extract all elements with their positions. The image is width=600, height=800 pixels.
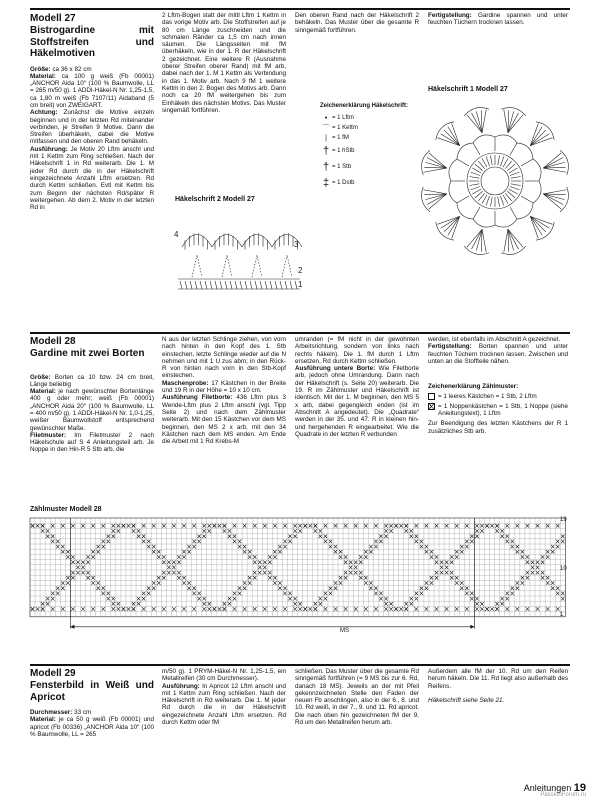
- hs1-stitch: [490, 155, 492, 165]
- hs1-stitch: [503, 195, 508, 204]
- m28-column-1: [30, 336, 154, 454]
- m29-4-para-1: Häkelschrift siehe Seite 21.: [428, 696, 505, 704]
- hs2-chain: [222, 255, 232, 277]
- hs2-stitch: [180, 281, 182, 289]
- m27-1-para-1: Material: ca 100 g weiß (Fb 00001) „ANCHOR Aida 10“ (100 % Baumwolle, LL = 265 m/50 g). 1 ADDI-Häkel-N Nr. 1,25-1,5, ca 1,80 m weiß (Fb 7107/11) Aidaband (5 cm breit) von ZWEIGART.: [30, 72, 154, 109]
- m29-1-para-1-lead: Material:: [30, 716, 56, 724]
- m28-1-para-2: Filetmuster: Im Filetmuster 2 nach Häkelschule auf S 4 Anleitungsteil arb. Je Noppe in den Hin-R 5 Stb arb, die: [30, 431, 154, 454]
- zm-grid: [30, 516, 570, 638]
- zm-axis-10: 10: [560, 566, 567, 572]
- hs1-stitch: [521, 159, 533, 166]
- stitch-symbol-icon: †: [322, 160, 330, 173]
- zm-axis-1: 1: [560, 612, 564, 618]
- hs2-stitch: [200, 281, 202, 289]
- m27-legend-title: Zeichenerklärung Häkelschrift:: [320, 103, 409, 109]
- m28-1-para-1: Material: je nach gewünschter Bortenlänge 400 g oder mehr; weiß (Fb 00001) „ANCHOR Aida 20“ (100 % Baumwolle, LL = 400 m/50 g). 1 ADDI-Häkel-N Nr. 1,0-1,25, weißer Baumwollstoff entsprechend gewünschter Maße.: [30, 388, 154, 432]
- m27-1-para-2: Achtung: Zunächst die Motive einzeln beginnen und in der letzten Rd miteinander verbinden, je Streifen 9 Motive. Dann die Streifen überhäkeln, dabei die Motive mitfassen und den oberen Rand behäkeln.: [30, 109, 154, 146]
- hs1-stitch: [500, 157, 503, 166]
- hs1-petal: [543, 190, 566, 194]
- hs1-stitch: [510, 207, 517, 219]
- m27-legend: [320, 103, 410, 191]
- m29-1-para-1: Material: je ca 50 g weiß (Fb 00001) und apricot (Fb 00336) „ANCHOR Aida 10“ (100 % Baumwolle, LL = 265: [30, 716, 154, 738]
- hs2-stitch: [215, 281, 217, 289]
- hs2-stitch: [250, 281, 252, 289]
- hs1-petal: [530, 130, 546, 146]
- hs2-stitch: [195, 281, 197, 289]
- hs1-stitch: [471, 172, 480, 175]
- m28-title: Gardine mit zwei Borten: [30, 348, 145, 359]
- m27-text-1: [30, 66, 154, 212]
- hs1-petal: [472, 113, 483, 133]
- m27-1-para-0: Größe: ca 36 x 82 cm: [30, 65, 92, 73]
- m29-column-3: [295, 668, 419, 726]
- m27-column-2: [162, 12, 286, 114]
- zl-item-noppe: = 1 Noppenkästchen = 1 Stb, 1 Noppe (siehe Anleitungstext), 1 Lftm: [428, 403, 568, 418]
- m27-1-para-0-lead: Größe:: [30, 65, 51, 73]
- m29-title: Fensterbild in Weiß und Apricot: [30, 680, 154, 703]
- hs1-petal: [482, 110, 486, 133]
- legend-item-3: † = 1 hStb: [320, 143, 410, 159]
- m28-text-4: [428, 336, 568, 365]
- hs1-stitch: [490, 197, 492, 207]
- m29-column-4: [428, 668, 568, 704]
- hs1-stitch: [509, 189, 518, 194]
- hs1-arc: [495, 219, 517, 227]
- legend-item-4: † = 1 Stb: [320, 159, 410, 175]
- m29-text-1: [30, 709, 154, 738]
- m28-text-2: [162, 336, 286, 445]
- hs2-stitch: [230, 281, 232, 289]
- m28-text-3: [295, 336, 419, 438]
- hs2-stitch: [205, 281, 207, 289]
- m27-1-para-3: Ausführung: Je Motiv 20 Lftm anschl und mit 1 Kettm zum Ring schließen. Nach der Häkelschrift 1 in Rd weiterarb. Die 1. M jeder Rd durch die in der Häkelschrift eingezeichnete Anzahl Lftm ersetzen. Rd durch Kettm schließen. Evtl mit Kettm bis zum Beginn der nächsten Rd/später R weitergehen. Ab dem 2. Motiv in der letzten Rd in: [30, 145, 154, 212]
- hs1-arc: [449, 159, 457, 181]
- hs2-stitch: [190, 281, 192, 289]
- hs1-stitch: [457, 159, 469, 166]
- hs2-stitch: [295, 281, 297, 289]
- hs1-stitch: [498, 197, 500, 207]
- m28-column-2: [162, 336, 286, 445]
- m28-2-para-2: Ausführung Filetborte: 436 Lftm plus 3 Wende-Lftm plus 2 Lftm anschl (vgl. Tipp Seite 2) und nach dem Zählmuster weiterarb. Mit den 15 Kästchen vor dem MS beginnen, den MS 2 x arb, mit den 34 Kästchen nach dem MS enden. Am Ende die Arbeit mit 1 Rd Krebs-M: [162, 394, 286, 446]
- hs1-petal: [444, 130, 460, 146]
- stitch-symbol-icon: •: [324, 114, 328, 122]
- hs2-stitch: [270, 281, 272, 289]
- page-number: 19: [573, 781, 586, 794]
- hs1-petal: [543, 194, 563, 205]
- m27-text-2: 2 Lftm-Bogen statt der mittl Lftm 1 Kettm in das vorige Motiv arb. Die Stoffstreifen auf je 80 cm Länge zuschneiden und die schmalen Ränder ca 1,5 cm nach innen säumen. Die Längsseiten mit fM überhäkeln, wie in der 1. R der Häkelschrift 2 gezeichnet. Eine weitere R (Ausnahme oberer Streifen oberer Rand) mit fM arb, dabei nach der 1. M 1 Kettm als Verbindung in das 1. Motiv arb. Nach 9 fM 1 weitere Kettm in den 2. Bogen des Motivs arb. Dann noch ca 20 fM weitergehen bis zum Einhäkeln des nächsten Motivs. Das Muster singemäß fortführen.: [162, 12, 286, 114]
- hs1-stitch: [473, 207, 480, 219]
- m27-top-bar: [30, 8, 570, 10]
- m28-2-para-1-lead: Maschenprobe:: [162, 379, 209, 387]
- hs1-stitch: [482, 195, 487, 204]
- hs1-arc: [473, 219, 495, 227]
- m27-column-4: [428, 12, 568, 27]
- hs2-diagram: [170, 207, 310, 297]
- hs2-stitch: [185, 281, 187, 289]
- m29-3-para-0: schließen. Das Muster über die gesamte Rd sinngemäß fortführen (= 9 MS bis zur 6. Rd, danach 18 MS). Jeweils an der mit Pfeil gekennzeichneten Stelle den Faden der neuen Fb anschlingen, also in der 6., 8. und 10. Rd weiß, in der 7., 9. und 11. Rd apricot. Die nach oben hin gezeichneten fM der 9. Rd um den Metallreifen herum arb.: [295, 668, 419, 727]
- hs1-stitch: [498, 155, 500, 165]
- hs1-petal: [482, 229, 486, 252]
- hs1-stitch: [482, 158, 487, 167]
- hs1-petal: [427, 158, 447, 169]
- hs1-petal: [530, 216, 546, 232]
- legend-item-5: ‡ = 1 Dstb: [320, 175, 410, 191]
- hs2-chain: [252, 255, 262, 277]
- m28-2-para-1: Maschenprobe: 17 Kästchen in der Breite und 19 R in der Höhe = 10 x 10 cm.: [162, 379, 286, 395]
- hs1-stitch: [511, 184, 521, 186]
- m28-3-para-0: umranden (= fM nicht in der gewohnten Arbeitsrichtung, sondern von links nach rechts häkeln). Die 1. fM durch 1 Lftm ersetzen, Rd durch Kettm schließen.: [295, 336, 419, 365]
- legend-item-1: ⌒ = 1 Kettm: [320, 123, 410, 133]
- stitch-symbol-icon: †: [322, 144, 330, 157]
- m28-column-3: [295, 336, 419, 438]
- hs1-arc: [449, 181, 457, 203]
- hs1-stitch: [457, 196, 469, 203]
- watermark: PassionForum.ru: [540, 791, 586, 798]
- m29-top-bar: [30, 664, 570, 666]
- hs1-petal: [543, 168, 566, 172]
- hs1-petal: [424, 190, 447, 194]
- hs2-row-label-4: 4: [174, 230, 179, 239]
- m28-text-1: [30, 374, 154, 454]
- hs1-petal: [472, 229, 483, 249]
- m27-column-1: [30, 13, 154, 211]
- hs1-stitch: [473, 143, 480, 155]
- m29-1-para-0: Durchmesser: 33 cm: [30, 709, 92, 716]
- m28-column-4: [428, 336, 568, 435]
- m29-column-2: [162, 668, 286, 726]
- hs2-stitch: [260, 281, 262, 289]
- stitch-symbol-icon: |: [325, 134, 327, 142]
- hs1-petal: [508, 229, 519, 249]
- legend-item-0: • = 1 Lftm: [320, 113, 410, 123]
- m28-1-para-1-lead: Material:: [30, 388, 56, 396]
- m28-3-para-1: Ausführung untere Borte: Wie Filetborte arb, jedoch ohne Umrandung. Dann nach der Häkelschrift (s. Seite 20) weiterarb. Die 19. R im Zählmuster und Häkelschrift ist identisch. Mit der 1. M beginnen, den MS 5 x arb, dabei gegengleich enden (ist im Abschnitt A angedeutet). Die „Quadrate“ werden in der 35. und 47. R in kleinen hin- und hergehenden R eingearbeitet. Wie die Quadrate in der letzten R verbunden: [295, 365, 419, 438]
- hs1-stitch: [500, 196, 503, 205]
- hs2-stitch: [275, 281, 277, 289]
- m27-heading: Modell 27: [30, 13, 76, 24]
- hs2-stitch: [255, 281, 257, 289]
- hs1-arc: [495, 135, 517, 143]
- m29-4-para-0: Außerdem alle fM der 10. Rd um den Reifen herum häkeln. Die 11. Rd liegt also außerhalb des Reifens.: [428, 668, 568, 690]
- stitch-symbol-icon: ⌒: [322, 124, 330, 132]
- hs1-petal: [543, 158, 563, 169]
- hs1-petal: [427, 194, 447, 205]
- hs1-petal: [504, 229, 508, 252]
- m28-3-para-1-lead: Ausführung untere Borte:: [295, 365, 376, 373]
- m28-4-para-0: werden, ist ebenfalls im Abschnitt A gezeichnet.: [428, 336, 561, 343]
- m27-text-3: Den oberen Rand nach der Häkelschrift 2 behäkeln. Das Muster über die gesamte R sinngemäß fortführen.: [295, 12, 419, 34]
- hs2-stitch: [280, 281, 282, 289]
- empty-box-icon: [428, 393, 435, 400]
- m29-text-4: [428, 668, 568, 704]
- hs2-row-label-3: 3: [294, 240, 299, 249]
- hs2-stitch: [210, 281, 212, 289]
- stitch-symbol-icon: ‡: [322, 176, 330, 189]
- m28-1-para-2-lead: Filetmuster:: [30, 431, 67, 439]
- hs1-stitch: [503, 158, 508, 167]
- m28-1-para-0: Größe: Borten ca 10 bzw. 24 cm breit, Länge beliebig: [30, 373, 154, 388]
- zm-label: Zählmuster Modell 28: [30, 506, 102, 513]
- m29-text-2: [162, 668, 286, 726]
- hs1-stitch: [472, 168, 481, 173]
- hs1-stitch: [469, 176, 479, 178]
- hs1-arc: [533, 181, 541, 203]
- m29-1-para-0-lead: Durchmesser:: [30, 709, 73, 716]
- hs2-chain: [282, 255, 292, 277]
- hs1-stitch: [472, 189, 481, 194]
- zl-title: Zeichenerklärung Zählmuster:: [428, 383, 519, 391]
- m27-text-4: [428, 12, 568, 27]
- m28-heading: Modell 28: [30, 336, 76, 347]
- zl-item-empty: = 1 leeres Kästchen = 1 Stb, 2 Lftm: [428, 393, 568, 400]
- hs1-arc: [533, 159, 541, 181]
- m28-4-para-1: Fertigstellung: Borten spannen und unter feuchten Tüchern trocknen lassen. Zwischen und unten an die Stoffteile nähen.: [428, 343, 568, 365]
- m27-4-para-0-lead: Fertigstellung:: [428, 12, 472, 19]
- hs2-stitch: [235, 281, 237, 289]
- zm-axis-19: 19: [560, 517, 567, 523]
- m29-2-para-0: m/50 g). 1 PRYM-Häkel-N Nr. 1,25-1,5, ein Metallreifen (30 cm Durchmesser).: [162, 668, 286, 683]
- hs1-stitch: [510, 172, 519, 175]
- hs2-stitch: [245, 281, 247, 289]
- hs2-stitch: [290, 281, 292, 289]
- m27-1-para-2-lead: Achtung:: [30, 109, 58, 117]
- hs2-stitch: [240, 281, 242, 289]
- m29-column-1: [30, 668, 154, 738]
- m27-column-3: [295, 12, 419, 34]
- noppe-box-icon: [428, 403, 435, 410]
- hs1-stitch: [486, 196, 489, 205]
- legend-item-2: | = 1 fM: [320, 133, 410, 143]
- hs2-row-label-2: 2: [298, 266, 303, 275]
- hs1-arc: [473, 135, 495, 143]
- m27-1-para-3-lead: Ausführung:: [30, 145, 68, 153]
- hs2-stitch: [225, 281, 227, 289]
- hs1-petal: [424, 168, 447, 172]
- hs2-row-label-1: 1: [298, 280, 303, 289]
- hs1-stitch: [509, 168, 518, 173]
- hs1-petal: [508, 113, 519, 133]
- hs1-label: Häkelschrift 1 Modell 27: [428, 86, 508, 93]
- hs2-stitch: [265, 281, 267, 289]
- hs1-stitch: [471, 186, 480, 189]
- hs1-ring: [481, 167, 509, 195]
- m29-heading: Modell 29: [30, 668, 76, 679]
- m28-2-para-2-lead: Ausführung Filetborte:: [162, 394, 233, 402]
- hs2-stitch: [285, 281, 287, 289]
- hs1-stitch: [486, 157, 489, 166]
- hs1-petal: [444, 216, 460, 232]
- m27-4-para-0: Fertigstellung: Gardine spannen und unter feuchten Tüchern trocknen lassen.: [428, 12, 568, 27]
- m28-2-para-0: N aus der letzten Schlinge ziehen, von vorn nach hinten in den Kopf des 1. Stb einstechen, letzte Schlinge wieder auf die N nehmen und mit 1 U zus abm; in den Rück-R von hinten nach vorn in den Stb-Kopf einstechen.: [162, 336, 286, 380]
- hs2-stitch: [220, 281, 222, 289]
- zm-ms-label: MS: [340, 628, 349, 634]
- hs1-diagram: [415, 96, 575, 266]
- m29-2-para-1-lead: Ausführung:: [162, 682, 200, 690]
- hs1-stitch: [511, 176, 521, 178]
- hs1-petal: [504, 110, 508, 133]
- m29-text-3: [295, 668, 419, 726]
- m28-1-para-0-lead: Größe:: [30, 373, 51, 381]
- hs2-label: Häkelschrift 2 Modell 27: [175, 196, 255, 203]
- m27-1-para-1-lead: Material:: [30, 72, 56, 80]
- hs1-stitch: [469, 184, 479, 186]
- m27-title: Bistrogardine mit Stoffstreifen und Häkelmotiven: [30, 25, 154, 59]
- footer-label: Anleitungen: [523, 782, 572, 793]
- zl-note: Zur Beendigung des letzten Kästchens der R 1 zusätzliches Stb arb.: [428, 420, 568, 435]
- hs1-stitch: [510, 186, 519, 189]
- hs1-stitch: [521, 196, 533, 203]
- hs1-stitch: [510, 143, 517, 155]
- m28-4-para-1-lead: Fertigstellung:: [428, 343, 472, 351]
- m28-top-bar: [30, 332, 570, 334]
- m29-2-para-1: Ausführung: In Apricot 12 Lftm anschl und mit 1 Kettm zum Ring schließen. Nach der Häkelschrift in Rd weiterarb. Die 1. M jeder Rd durch die in der Häkelschrift eingezeichnete Anzahl Lftm ersetzen. Rd durch Kettm oder fM: [162, 682, 286, 727]
- hs2-chain: [192, 255, 202, 277]
